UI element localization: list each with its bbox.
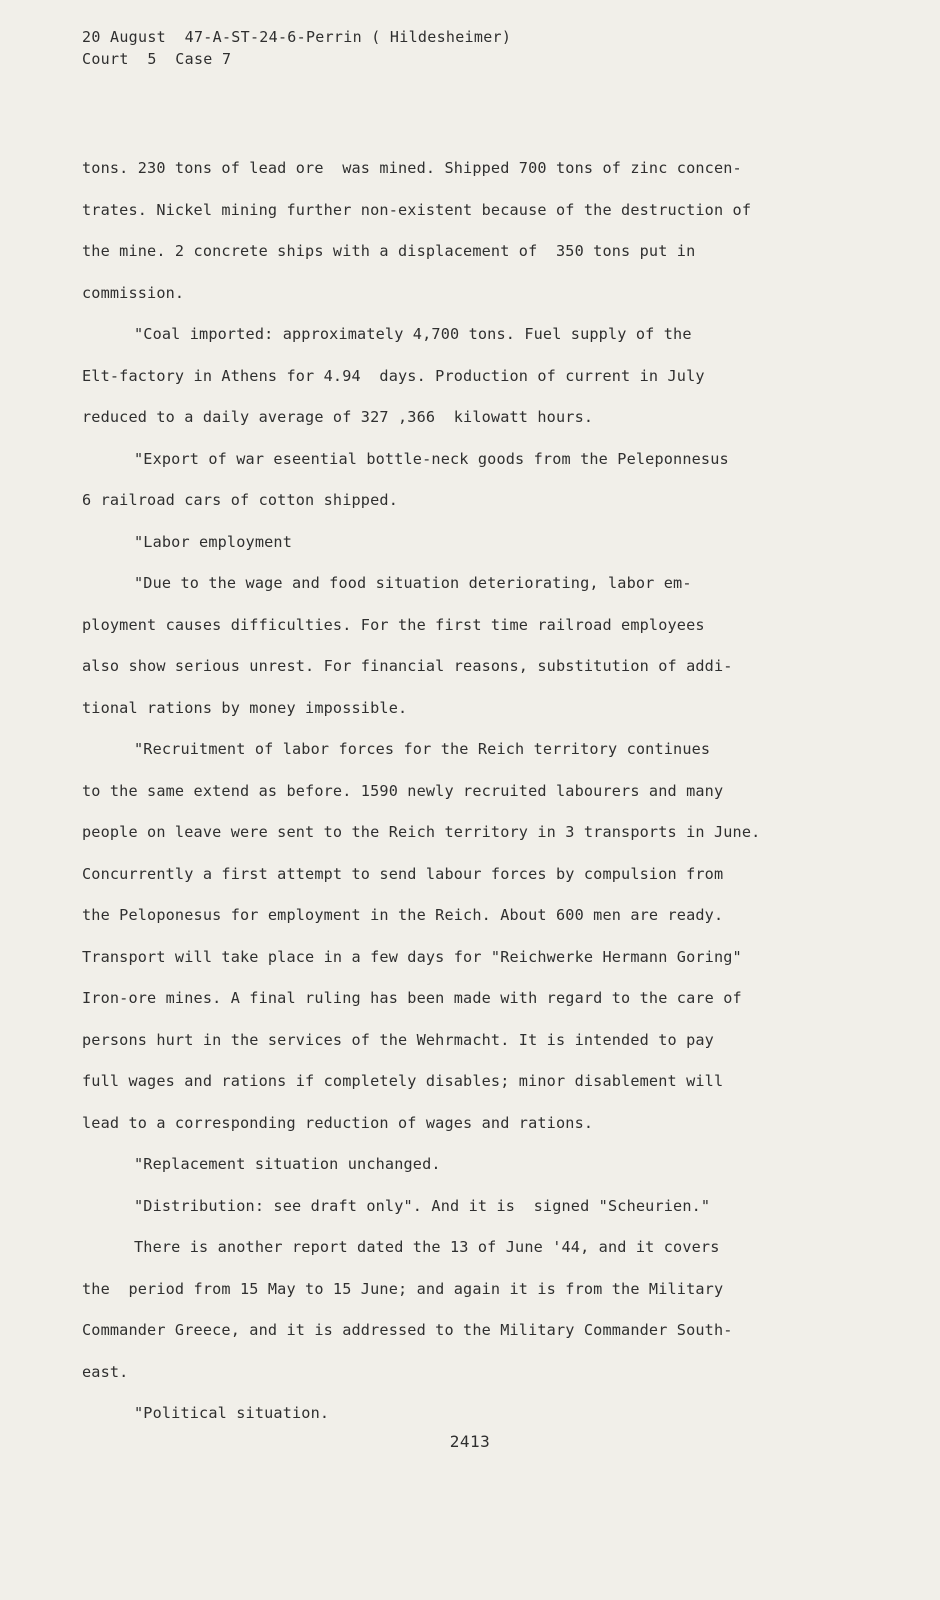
body-line: "Export of war eseential bottle-neck goods from the Peleponnesus xyxy=(134,449,729,468)
body-line: "Recruitment of labor forces for the Reich territory continues xyxy=(134,740,711,758)
body-line: "Political situation. xyxy=(134,1404,330,1422)
body-line: Iron-ore mines. A final ruling has been made with regard to the care of xyxy=(82,989,742,1007)
body-line: 6 railroad cars of cotton shipped. xyxy=(82,491,398,509)
body-line: the mine. 2 concrete ships with a displacement of 350 tons put in xyxy=(82,242,696,260)
body-line: commission. xyxy=(82,283,185,302)
body-line: "Distribution: see draft only". And it is signed "Scheurien." xyxy=(134,1196,711,1215)
body-line: trates. Nickel mining further non-existent because of the destruction of xyxy=(82,200,752,219)
body-line: Elt-factory in Athens for 4.94 days. Production of current in July xyxy=(82,366,705,385)
body-line: Commander Greece, and it is addressed to the Military Commander South- xyxy=(82,1321,733,1339)
body-line: "Labor employment xyxy=(134,532,292,551)
body-line: lead to a corresponding reduction of wages and rations. xyxy=(82,1113,594,1132)
body-line: ployment causes difficulties. For the first time railroad employees xyxy=(82,615,705,634)
page-number: 2413 xyxy=(449,1432,491,1451)
body-line: full wages and rations if completely disables; minor disablement will xyxy=(82,1072,724,1090)
body-line: tons. 230 tons of lead ore was mined. Shipped 700 tons of zinc concen- xyxy=(82,159,742,177)
body-line: There is another report dated the 13 of June '44, and it covers xyxy=(134,1238,720,1256)
body-line: "Coal imported: approximately 4,700 tons. Fuel supply of the xyxy=(134,325,692,343)
document-header xyxy=(82,26,511,70)
header-court-case: Court 5 Case 7 xyxy=(82,50,232,68)
transcript-body xyxy=(82,148,862,1435)
body-line: reduced to a daily average of 327 ,366 kilowatt hours. xyxy=(82,408,594,426)
body-line: also show serious unrest. For financial reasons, substitution of addi- xyxy=(82,657,733,675)
body-line: "Due to the wage and food situation deteriorating, labor em- xyxy=(134,574,692,592)
body-line: the Peloponesus for employment in the Reich. About 600 men are ready. xyxy=(82,906,724,924)
body-line: the period from 15 May to 15 June; and again it is from the Military xyxy=(82,1279,724,1298)
body-line: persons hurt in the services of the Wehrmacht. It is intended to pay xyxy=(82,1030,714,1049)
body-line: east. xyxy=(82,1362,129,1381)
body-line: tional rations by money impossible. xyxy=(82,698,408,717)
body-line: Concurrently a first attempt to send labour forces by compulsion from xyxy=(82,864,724,883)
body-line: "Replacement situation unchanged. xyxy=(134,1155,441,1173)
body-line: people on leave were sent to the Reich territory in 3 transports in June. xyxy=(82,823,761,841)
body-line: to the same extend as before. 1590 newly recruited labourers and many xyxy=(82,781,724,800)
header-date-reference: 20 August 47-A-ST-24-6-Perrin ( Hildesheimer) xyxy=(82,28,512,46)
body-line: Transport will take place in a few days for "Reichwerke Hermann Goring" xyxy=(82,947,742,966)
